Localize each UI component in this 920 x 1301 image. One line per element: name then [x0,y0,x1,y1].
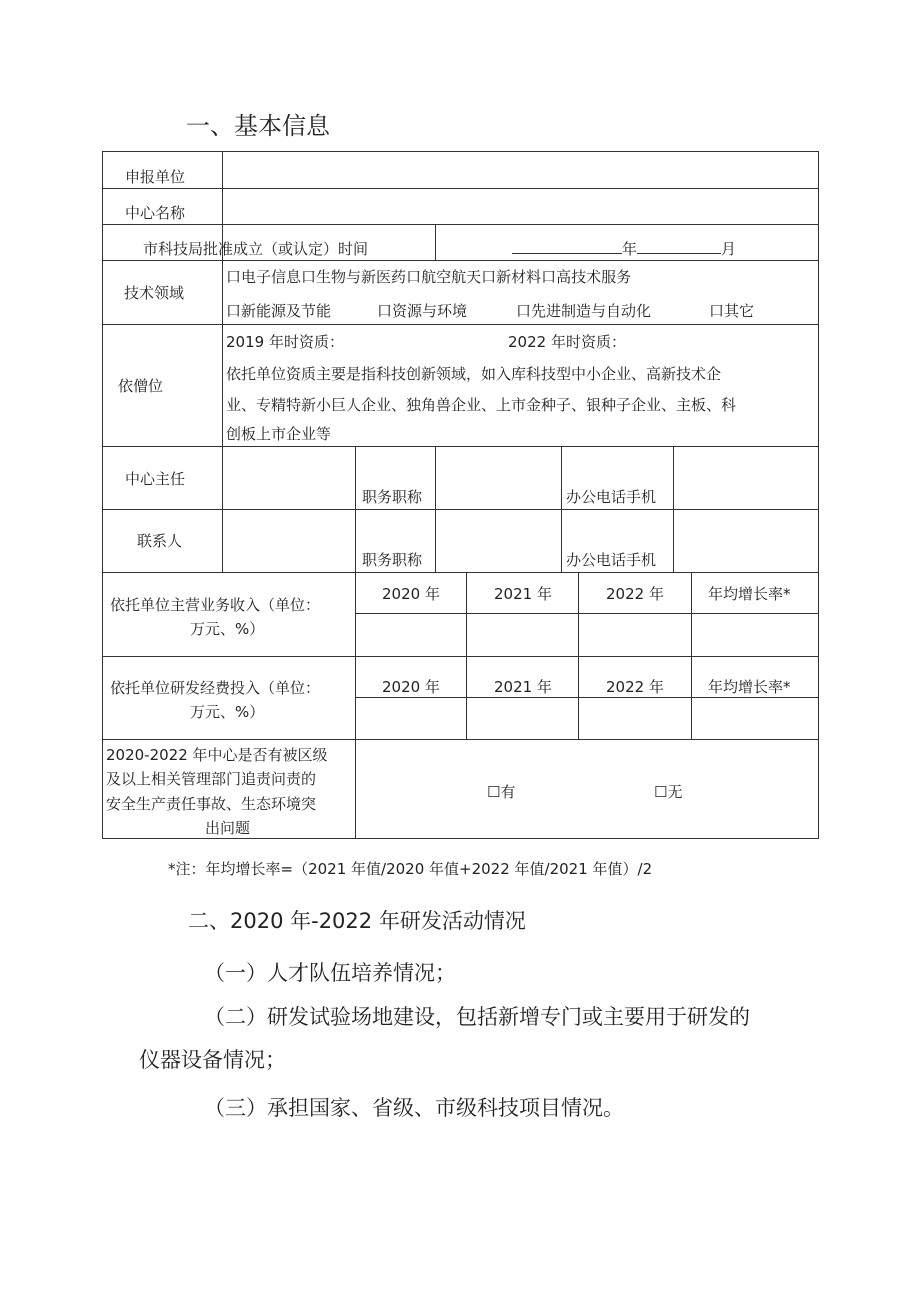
qualification-2019: 2019 年时资质： [226,333,344,351]
field-biomedicine: 生物与新医药 [316,268,407,286]
item-2-line-2: 仪器设备情况； [139,1048,286,1072]
safety-label-4: 出问题 [205,819,251,837]
qualification-desc-2: 业、专精特新小巨人企业、独角兽企业、上市金种子、银种子企业、主板、科 [226,396,737,414]
field-manufacturing: 先进制造与自动化 [531,302,652,320]
checkbox-aerospace[interactable]: 口 [406,268,422,286]
tech-fields-row-1 [226,266,631,287]
item-3: （三）承担国家、省级、市级科技项目情况。 [204,1096,624,1120]
item-2-line-1: （二）研发试验场地建设，包括新增专门或主要用于研发的 [204,1005,750,1029]
checkbox-resources[interactable]: 口 [377,302,393,320]
rd-year-2022: 2022 年 [606,678,664,696]
checkbox-no[interactable]: ☐ [654,783,668,801]
center-name-label: 中心名称 [125,204,186,222]
checkbox-yes[interactable]: ☐ [487,783,501,801]
revenue-year-2021: 2021 年 [494,585,552,603]
year-blank[interactable] [512,239,622,254]
tech-fields-row-2 [226,300,331,321]
contact-title-label: 职务职称 [362,551,423,569]
checkbox-manufacturing[interactable]: 口 [516,302,532,320]
established-date [512,238,736,259]
rd-2022-input[interactable] [580,699,690,738]
center-name-input[interactable] [224,189,817,223]
checkbox-new-energy[interactable]: 口 [226,302,242,320]
revenue-year-2020: 2020 年 [382,585,440,603]
director-name-input[interactable] [224,447,354,508]
director-phone-input[interactable] [675,447,817,508]
contact-label: 联系人 [137,532,183,550]
director-label: 中心主任 [125,470,186,488]
revenue-2021-input[interactable] [468,615,577,655]
revenue-label-2: 万元、%） [190,620,265,638]
month-unit: 月 [721,240,737,258]
revenue-label-1: 依托单位主营业务收入（单位： [110,596,321,614]
director-title-label: 职务职称 [362,488,423,506]
section-2-title: 二、2020 年-2022 年研发活动情况 [188,909,526,933]
field-resources: 资源与环境 [392,302,468,320]
field-new-energy: 新能源及节能 [241,302,332,320]
revenue-growth-label: 年均增长率* [708,585,791,603]
growth-note: *注：年均增长率=（2021 年值/2020 年值+2022 年值/2021 年值）/2 [168,860,653,878]
qualification-desc-1: 依托单位资质主要是指科技创新领域，如入库科技型中小企业、高新技术企 [226,365,722,383]
checkbox-other[interactable]: 口 [709,302,725,320]
month-blank[interactable] [637,239,721,254]
field-high-tech-services: 高技术服务 [556,268,632,286]
director-phone-label: 办公电话手机 [566,488,657,506]
rd-growth-input[interactable] [693,699,817,738]
checkbox-high-tech-services[interactable]: 口 [541,268,557,286]
checkbox-biomedicine[interactable]: 口 [301,268,317,286]
revenue-growth-input[interactable] [693,615,817,655]
applicant-label: 申报单位 [125,168,186,186]
rd-label-1: 依托单位研发经费投入（单位： [110,679,321,697]
safety-label-3: 安全生产责任事故、生态环境突 [106,795,317,813]
contact-phone-input[interactable] [675,510,817,571]
option-yes-label: 有 [500,783,516,801]
revenue-2022-input[interactable] [580,615,690,655]
checkbox-new-materials[interactable]: 口 [481,268,497,286]
option-no [654,781,682,802]
tech-field-label: 技术领域 [124,284,185,302]
item-1: （一）人才队伍培养情况； [204,961,456,985]
field-aerospace: 航空航天 [421,268,482,286]
checkbox-electronic[interactable]: 口 [226,268,242,286]
option-no-label: 无 [667,783,683,801]
tech-field-manufacturing [516,300,651,321]
revenue-year-2022: 2022 年 [606,585,664,603]
field-new-materials: 新材料 [496,268,542,286]
contact-name-input[interactable] [224,510,354,571]
rd-growth-label: 年均增长率* [708,678,791,696]
safety-label-2: 及以上相关管理部门追责问责的 [106,770,317,788]
established-label: 市科技局批准成立（或认定）时间 [143,240,369,258]
rd-2021-input[interactable] [468,699,577,738]
year-unit: 年 [622,240,638,258]
tech-field-other [709,300,754,321]
rd-2020-input[interactable] [357,699,465,738]
rd-year-2021: 2021 年 [494,678,552,696]
qualification-label: 依僧位 [118,377,164,395]
field-other: 其它 [724,302,755,320]
revenue-2020-input[interactable] [357,615,465,655]
rd-label-2: 万元、%） [190,703,265,721]
director-title-input[interactable] [437,447,560,508]
field-electronic: 电子信息 [241,268,302,286]
option-yes [487,781,515,802]
safety-label-1: 2020-2022 年中心是否有被区级 [106,746,328,764]
qualification-desc-3: 创板上市企业等 [226,425,332,443]
section-1-title: 一、基本信息 [186,112,330,140]
contact-title-input[interactable] [437,510,560,571]
tech-field-resources [377,300,467,321]
qualification-2022: 2022 年时资质： [508,333,626,351]
contact-phone-label: 办公电话手机 [566,551,657,569]
applicant-input[interactable] [224,152,817,187]
rd-year-2020: 2020 年 [382,678,440,696]
